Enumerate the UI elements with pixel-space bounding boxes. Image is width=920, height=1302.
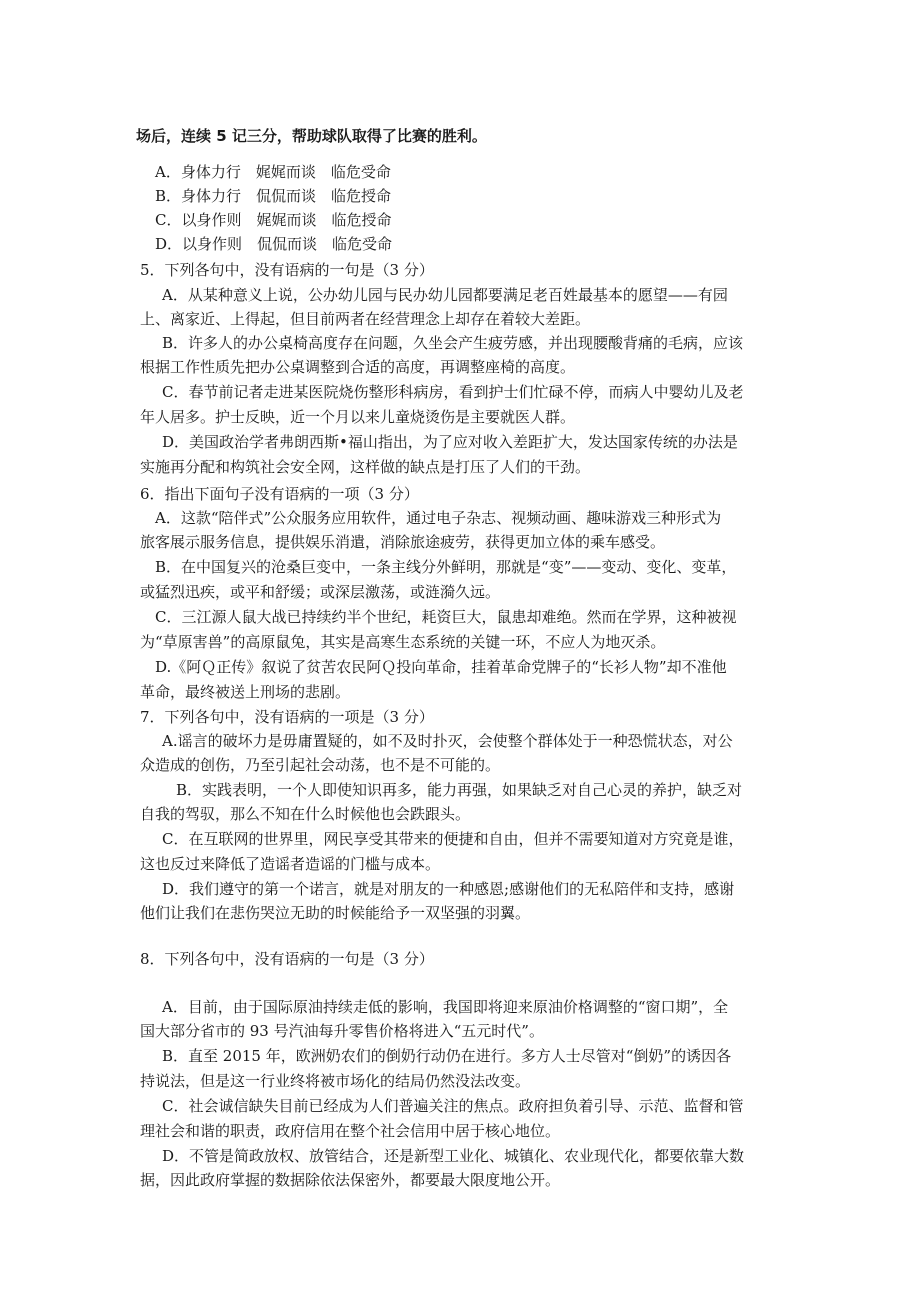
q8-line: 理社会和谐的职责，政府信用在整个社会信用中居于核心地位。	[140, 1122, 561, 1140]
q6-stem: 6．指出下面句子没有语病的一项（3 分）	[140, 485, 419, 503]
q7-line: 众造成的创伤，乃至引起社会动荡，也不是不可能的。	[140, 756, 501, 774]
q8-line: 国大部分省市的 93 号汽油每升零售价格将进入“五元时代”。	[140, 1022, 544, 1040]
q6-line: B．在中国复兴的沧桑巨变中，一条主线分外鲜明，那就是“变”——变动、变化、变革，	[155, 558, 737, 576]
q8-stem: 8．下列各句中，没有语病的一句是（3 分）	[140, 950, 434, 968]
q8-line: 据，因此政府掌握的数据除依法保密外，都要最大限度地公开。	[140, 1171, 561, 1189]
q5-line: D．美国政治学者弗朗西斯•福山指出，为了应对收入差距扩大，发达国家传统的办法是	[162, 433, 738, 451]
q7-line: 这也反过来降低了造谣者造谣的门槛与成本。	[140, 855, 441, 873]
q6-line: 革命，最终被送上刑场的悲剧。	[140, 683, 351, 701]
q7-line: 他们让我们在悲伤哭泣无助的时候能给予一双坚强的羽翼。	[140, 904, 531, 922]
q4-option-c: C．以身作则 娓娓而谈 临危授命	[155, 211, 392, 229]
q5-line: 上、离家近、上得起，但目前两者在经营理念上却存在着较大差距。	[140, 310, 591, 328]
q8-line: 持说法，但是这一行业终将被市场化的结局仍然没法改变。	[140, 1072, 531, 1090]
q8-line: D．不管是简政放权、放管结合，还是新型工业化、城镇化、农业现代化，都要依靠大数	[162, 1147, 745, 1165]
q6-line: D.《阿Ｑ正传》叙说了贫苦农民阿Ｑ投向革命，挂着革命党牌子的“长衫人物”却不准他	[155, 658, 727, 676]
q8-line: C．社会诚信缺失目前已经成为人们普遍关注的焦点。政府担负着引导、示范、监督和管	[162, 1097, 744, 1115]
q5-line: 年人居多。护士反映，近一个月以来儿童烧烫伤是主要就医人群。	[140, 408, 576, 426]
q8-line: A．目前，由于国际原油持续走低的影响，我国即将迎来原油价格调整的“窗口期”，全	[162, 998, 729, 1016]
q5-line: B．许多人的办公桌椅高度存在问题，久坐会产生疲劳感，并出现腰酸背痛的毛病，应该	[162, 334, 744, 352]
q7-line: C．在互联网的世界里，网民享受其带来的便捷和自由，但并不需要知道对方究竟是谁，	[162, 830, 744, 848]
q5-line: 根据工作性质先把办公桌调整到合适的高度，再调整座椅的高度。	[140, 358, 576, 376]
q7-line: B．实践表明，一个人即使知识再多，能力再强，如果缺乏对自己心灵的养护，缺乏对	[176, 781, 743, 799]
q4-option-b: B．身体力行 侃侃而谈 临危授命	[155, 187, 392, 205]
q7-line: D．我们遵守的第一个诺言，就是对朋友的一种感恩;感谢他们的无私陪伴和支持，感谢	[162, 880, 735, 898]
q6-line: 或猛烈迅疾，或平和舒缓；或深层激荡，或涟漪久远。	[140, 583, 501, 601]
q7-stem: 7．下列各句中，没有语病的一项是（3 分）	[140, 708, 434, 726]
q6-line: 旅客展示服务信息，提供娱乐消遣，消除旅途疲劳，获得更加立体的乘车感受。	[140, 533, 666, 551]
q4-option-d: D．以身作则 侃侃而谈 临危受命	[155, 235, 393, 253]
q7-line: A.谣言的破坏力是毋庸置疑的，如不及时扑灭，会使整个群体处于一种恐慌状态，对公	[162, 732, 733, 750]
intro-line: 场后，连续 5 记三分，帮助球队取得了比赛的胜利。	[136, 127, 487, 145]
q5-line: 实施再分配和构筑社会安全网，这样做的缺点是打压了人们的干劲。	[140, 458, 591, 476]
q6-line: 为“草原害兽”的高原鼠兔，其实是高寒生态系统的关键一环，不应人为地灭杀。	[140, 633, 666, 651]
q7-line: 自我的驾驭，那么不知在什么时候他也会跌跟头。	[140, 805, 471, 823]
q6-line: C．三江源人鼠大战已持续约半个世纪，耗资巨大，鼠患却难绝。然而在学界，这种被视	[155, 608, 737, 626]
q4-option-a: A．身体力行 娓娓而谈 临危受命	[155, 163, 391, 181]
q8-line: B．直至 2015 年，欧洲奶农们的倒奶行动仍在进行。多方人士尽管对“倒奶”的诱因各	[162, 1047, 732, 1065]
q5-stem: 5．下列各句中，没有语病的一句是（3 分）	[140, 261, 434, 279]
q5-line: A．从某种意义上说，公办幼儿园与民办幼儿园都要满足老百姓最基本的愿望——有园	[162, 286, 728, 304]
q6-line: A．这款“陪伴式”公众服务应用软件，通过电子杂志、视频动画、趣味游戏三种形式为	[155, 509, 722, 527]
q5-line: C．春节前记者走进某医院烧伤整形科病房，看到护士们忙碌不停，而病人中婴幼儿及老	[162, 383, 744, 401]
